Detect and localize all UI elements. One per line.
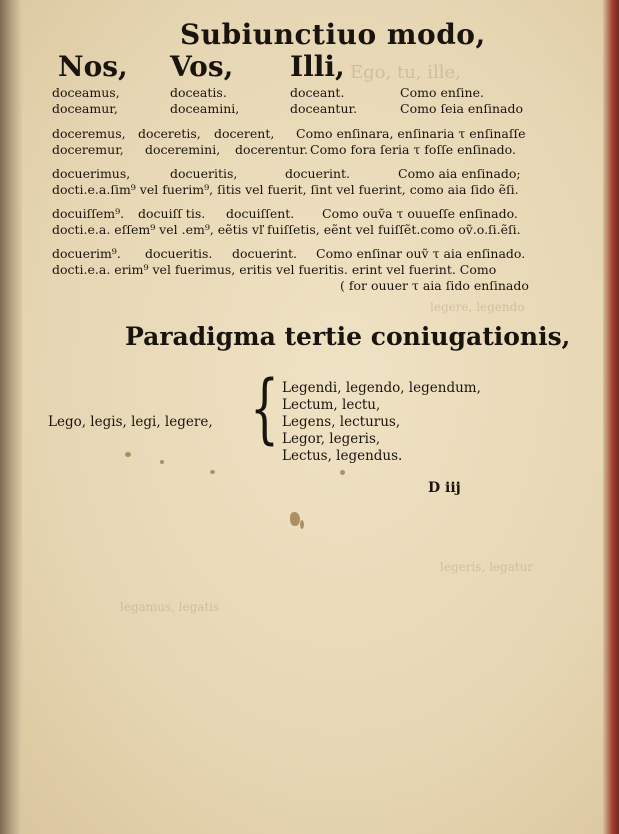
present-passive-1: doceamur,: [52, 101, 118, 116]
ink-stain: [340, 470, 345, 475]
curly-brace: {: [250, 363, 280, 452]
present-active-2: doceatis.: [170, 85, 227, 100]
perfect-passive-line: docti.e.a.ſim⁹ vel fuerim⁹, ſitis vel fuerit, ſint vel fuerint, como aia ſido ẽſi.: [52, 182, 519, 197]
binding-gutter: [0, 0, 22, 834]
present-active-translation: Como enſine.: [400, 85, 484, 100]
signature-mark: D iij: [428, 480, 461, 496]
imperfect-passive-1: doceremur,: [52, 142, 124, 157]
form-line-3: Legens, lecturus,: [282, 414, 401, 430]
form-line-2: Lectum, lectu,: [282, 397, 381, 413]
ink-stain: [125, 452, 131, 457]
future-active-translation: Como enſinar ouṽ τ aia enſinado.: [316, 246, 526, 261]
pluperfect-active-translation: Como ouṽa τ ouueſſe enſinado.: [322, 206, 518, 221]
form-line-4: Legor, legeris,: [282, 431, 381, 447]
mood-heading: Subiunctiuo modo,: [180, 18, 486, 51]
future-passive-continuation: ( for ouuer τ aia ſido enſinado: [340, 278, 529, 293]
imperfect-active-translation: Como enſinara, enſinaria τ enſinaſſe: [296, 126, 526, 141]
form-line-1: Legendi, legendo, legendum,: [282, 380, 481, 396]
imperfect-passive-2: doceremini,: [145, 142, 221, 157]
pluperfect-active-2: docuiſſ tis.: [138, 206, 206, 221]
present-active-3: doceant.: [290, 85, 345, 100]
person-illi: Illi,: [290, 50, 345, 83]
imperfect-passive-translation: Como fora ſeria τ foſſe enſinado.: [310, 142, 516, 157]
imperfect-active-3: docerent,: [214, 126, 275, 141]
future-passive-line: docti.e.a. erim⁹ vel fuerimus, eritis vel fueritis. erint vel fuerint. Como: [52, 262, 497, 277]
show-through-text: legeris, legatur: [440, 560, 534, 574]
ink-stain: [300, 520, 304, 529]
ink-stain: [210, 470, 215, 474]
pluperfect-passive-line: docti.e.a. eſſem⁹ vel .em⁹, eẽtis vľ fuiſſetis, eẽnt vel fuiſſẽt.como oṽ.o.ſi.ẽſi.: [52, 222, 521, 237]
show-through-text: legere, legendo: [430, 300, 525, 314]
present-passive-3: doceantur.: [290, 101, 358, 116]
person-nos: Nos,: [58, 50, 128, 83]
present-passive-2: doceamini,: [170, 101, 240, 116]
present-passive-translation: Como ſeia enſinado: [400, 101, 523, 116]
ink-stain: [160, 460, 164, 464]
show-through-text: legamus, legatis: [120, 600, 220, 614]
paradigm-title: Paradigma tertie coniugationis,: [125, 322, 571, 351]
future-active-3: docuerint.: [232, 246, 297, 261]
future-active-1: docuerim⁹.: [52, 246, 121, 261]
perfect-active-translation: Como aia enſinado;: [398, 166, 521, 181]
page-edge: [603, 0, 619, 834]
future-active-2: docueritis.: [145, 246, 213, 261]
principal-parts: Lego, legis, legi, legere,: [48, 414, 213, 430]
person-vos: Vos,: [170, 50, 234, 83]
show-through-text: Ego, tu, ille,: [350, 62, 461, 83]
perfect-active-1: docuerimus,: [52, 166, 131, 181]
present-active-1: doceamus,: [52, 85, 120, 100]
imperfect-active-1: doceremus,: [52, 126, 126, 141]
form-line-5: Lectus, legendus.: [282, 448, 403, 464]
pluperfect-active-3: docuiſſent.: [226, 206, 295, 221]
ink-stain: [290, 512, 300, 526]
perfect-active-3: docuerint.: [285, 166, 350, 181]
pluperfect-active-1: docuiſſem⁹.: [52, 206, 125, 221]
imperfect-passive-3: docerentur.: [235, 142, 308, 157]
perfect-active-2: docueritis,: [170, 166, 238, 181]
imperfect-active-2: doceretis,: [138, 126, 201, 141]
